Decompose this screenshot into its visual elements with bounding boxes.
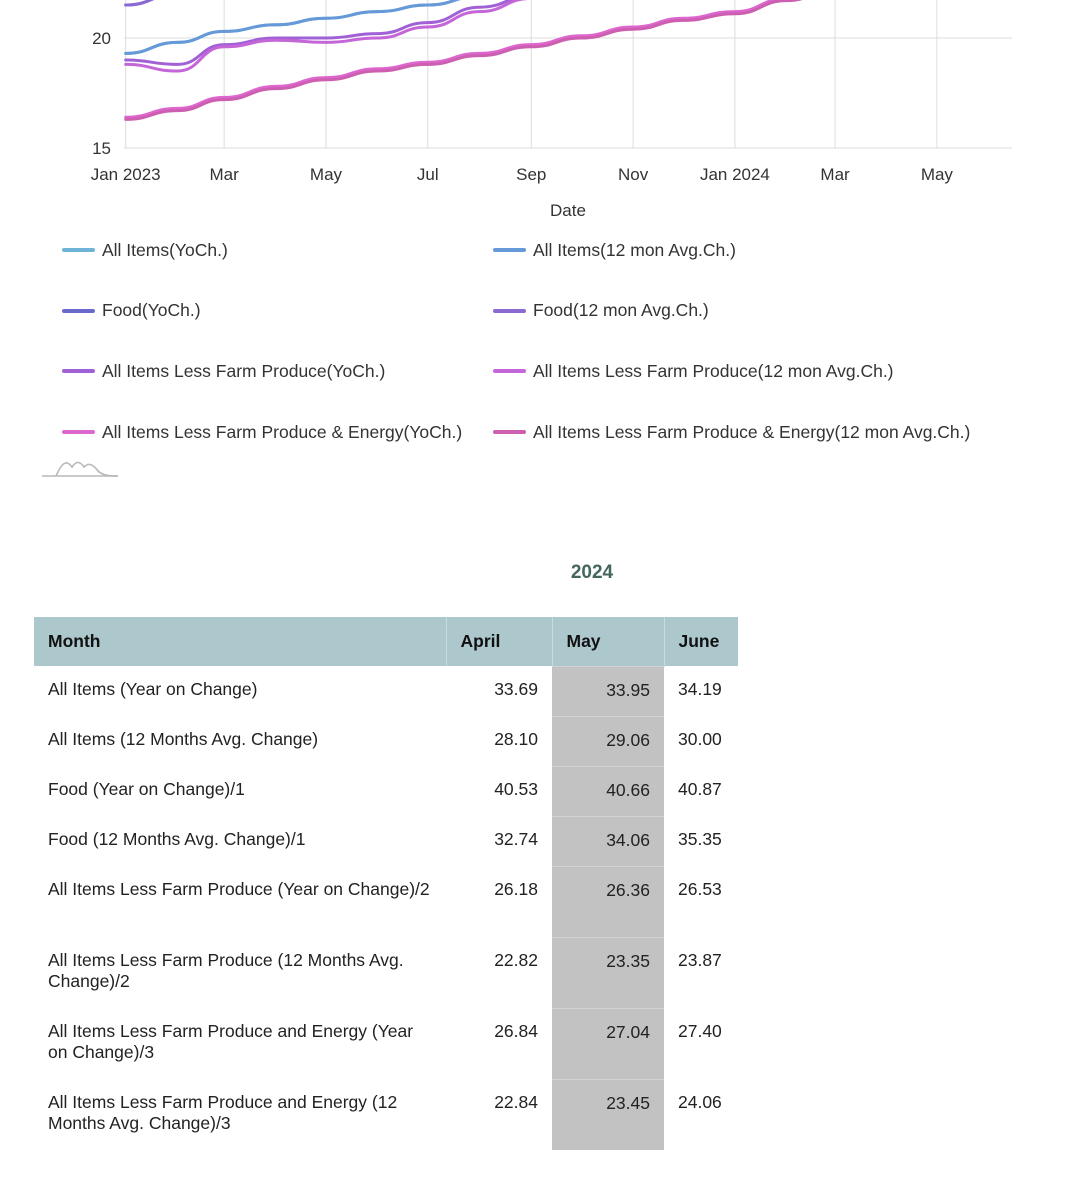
- cell-may: 26.36: [552, 866, 664, 937]
- legend-item: [62, 232, 493, 268]
- series-line: [126, 0, 835, 119]
- series-line: [126, 0, 582, 64]
- table-row: [34, 816, 738, 866]
- series-line: [126, 0, 225, 5]
- table-row: [34, 1079, 738, 1150]
- row-label: Food (12 Months Avg. Change)/1: [48, 829, 306, 849]
- inflation-table: [34, 617, 738, 1150]
- legend-swatch: [62, 369, 95, 373]
- cell-june: 27.40: [678, 1021, 722, 1041]
- cell-june: 34.19: [678, 679, 722, 699]
- legend-item: [62, 293, 493, 329]
- legend-label: All Items Less Farm Produce & Energy(12 mon Avg.Ch.): [533, 421, 971, 442]
- legend-label: All Items(12 mon Avg.Ch.): [533, 239, 736, 260]
- y-tick-label: 15: [92, 139, 111, 158]
- row-label: Food (Year on Change)/1: [48, 779, 245, 799]
- cell-may: 33.95: [552, 666, 664, 716]
- cell-may: 40.66: [552, 766, 664, 816]
- header-june: June: [664, 617, 738, 666]
- row-label: All Items Less Farm Produce (Year on Change)/2: [48, 879, 430, 899]
- legend-swatch: [493, 369, 526, 373]
- cell-june: 40.87: [678, 779, 722, 799]
- cell-april: 40.53: [494, 779, 538, 799]
- legend-swatch: [493, 309, 526, 313]
- legend-item: [493, 232, 993, 268]
- x-tick-label: Mar: [209, 165, 239, 184]
- cell-may: 23.45: [552, 1079, 664, 1150]
- cell-june: 30.00: [678, 729, 722, 749]
- cell-may: 29.06: [552, 716, 664, 766]
- legend-item: [62, 414, 493, 450]
- table-row: [34, 1008, 738, 1079]
- cell-june: 35.35: [678, 829, 722, 849]
- header-month: Month: [34, 617, 446, 666]
- cell-april: 26.84: [494, 1021, 538, 1041]
- y-tick-label: 20: [92, 29, 111, 48]
- legend-label: All Items Less Farm Produce & Energy(YoCh.): [102, 421, 463, 442]
- table-row: [34, 937, 738, 1008]
- table-row: [34, 716, 738, 766]
- cell-may: 34.06: [552, 816, 664, 866]
- header-may: May: [552, 617, 664, 666]
- legend-swatch: [62, 309, 95, 313]
- chart-legend: [62, 232, 1052, 475]
- row-label: All Items Less Farm Produce and Energy (12 Months Avg. Change)/3: [48, 1092, 398, 1133]
- table-title: 2024: [570, 562, 614, 583]
- x-tick-label: Mar: [820, 165, 850, 184]
- cell-april: 22.84: [494, 1092, 538, 1112]
- x-tick-label: Jan 2024: [699, 165, 770, 184]
- cell-june: 23.87: [678, 950, 722, 970]
- legend-label: Food(12 mon Avg.Ch.): [533, 300, 709, 321]
- x-tick-label: May: [920, 165, 953, 184]
- cell-april: 26.18: [494, 879, 538, 899]
- legend-swatch: [493, 430, 526, 434]
- cell-may: 23.35: [552, 937, 664, 1008]
- legend-item: [493, 293, 993, 329]
- row-label: All Items Less Farm Produce (12 Months Avg. Change)/2: [48, 950, 404, 991]
- table-row: [34, 666, 738, 716]
- legend-label: All Items Less Farm Produce(12 mon Avg.Ch.): [533, 360, 894, 381]
- x-tick-label: Jul: [416, 165, 439, 184]
- header-april: April: [446, 617, 552, 666]
- cell-april: 32.74: [494, 829, 538, 849]
- row-label: All Items (12 Months Avg. Change): [48, 729, 319, 749]
- x-axis-title: Date: [550, 201, 586, 220]
- x-tick-label: Jan 2023: [90, 165, 161, 184]
- legend-swatch: [493, 248, 526, 252]
- legend-label: All Items(YoCh.): [102, 239, 228, 260]
- legend-item: [493, 353, 993, 389]
- cell-june: 24.06: [678, 1092, 722, 1112]
- table-header-row: [34, 617, 738, 666]
- legend-swatch: [62, 248, 95, 252]
- legend-item: [62, 353, 493, 389]
- table-row: [34, 866, 738, 937]
- row-label: All Items (Year on Change): [48, 679, 258, 699]
- x-tick-label: Nov: [617, 165, 649, 184]
- cell-april: 28.10: [494, 729, 538, 749]
- cell-april: 33.69: [494, 679, 538, 699]
- chart-logo-icon: [42, 455, 120, 479]
- x-tick-label: Sep: [516, 165, 547, 184]
- legend-label: All Items Less Farm Produce(YoCh.): [102, 360, 386, 381]
- x-tick-label: May: [309, 165, 343, 184]
- cell-june: 26.53: [678, 879, 722, 899]
- cell-may: 27.04: [552, 1008, 664, 1079]
- line-chart: [0, 0, 1074, 230]
- legend-label: Food(YoCh.): [102, 300, 201, 321]
- row-label: All Items Less Farm Produce and Energy (Year on Change)/3: [48, 1021, 414, 1062]
- cell-april: 22.82: [494, 950, 538, 970]
- legend-item: [493, 414, 993, 450]
- legend-swatch: [62, 430, 95, 434]
- table-row: [34, 766, 738, 816]
